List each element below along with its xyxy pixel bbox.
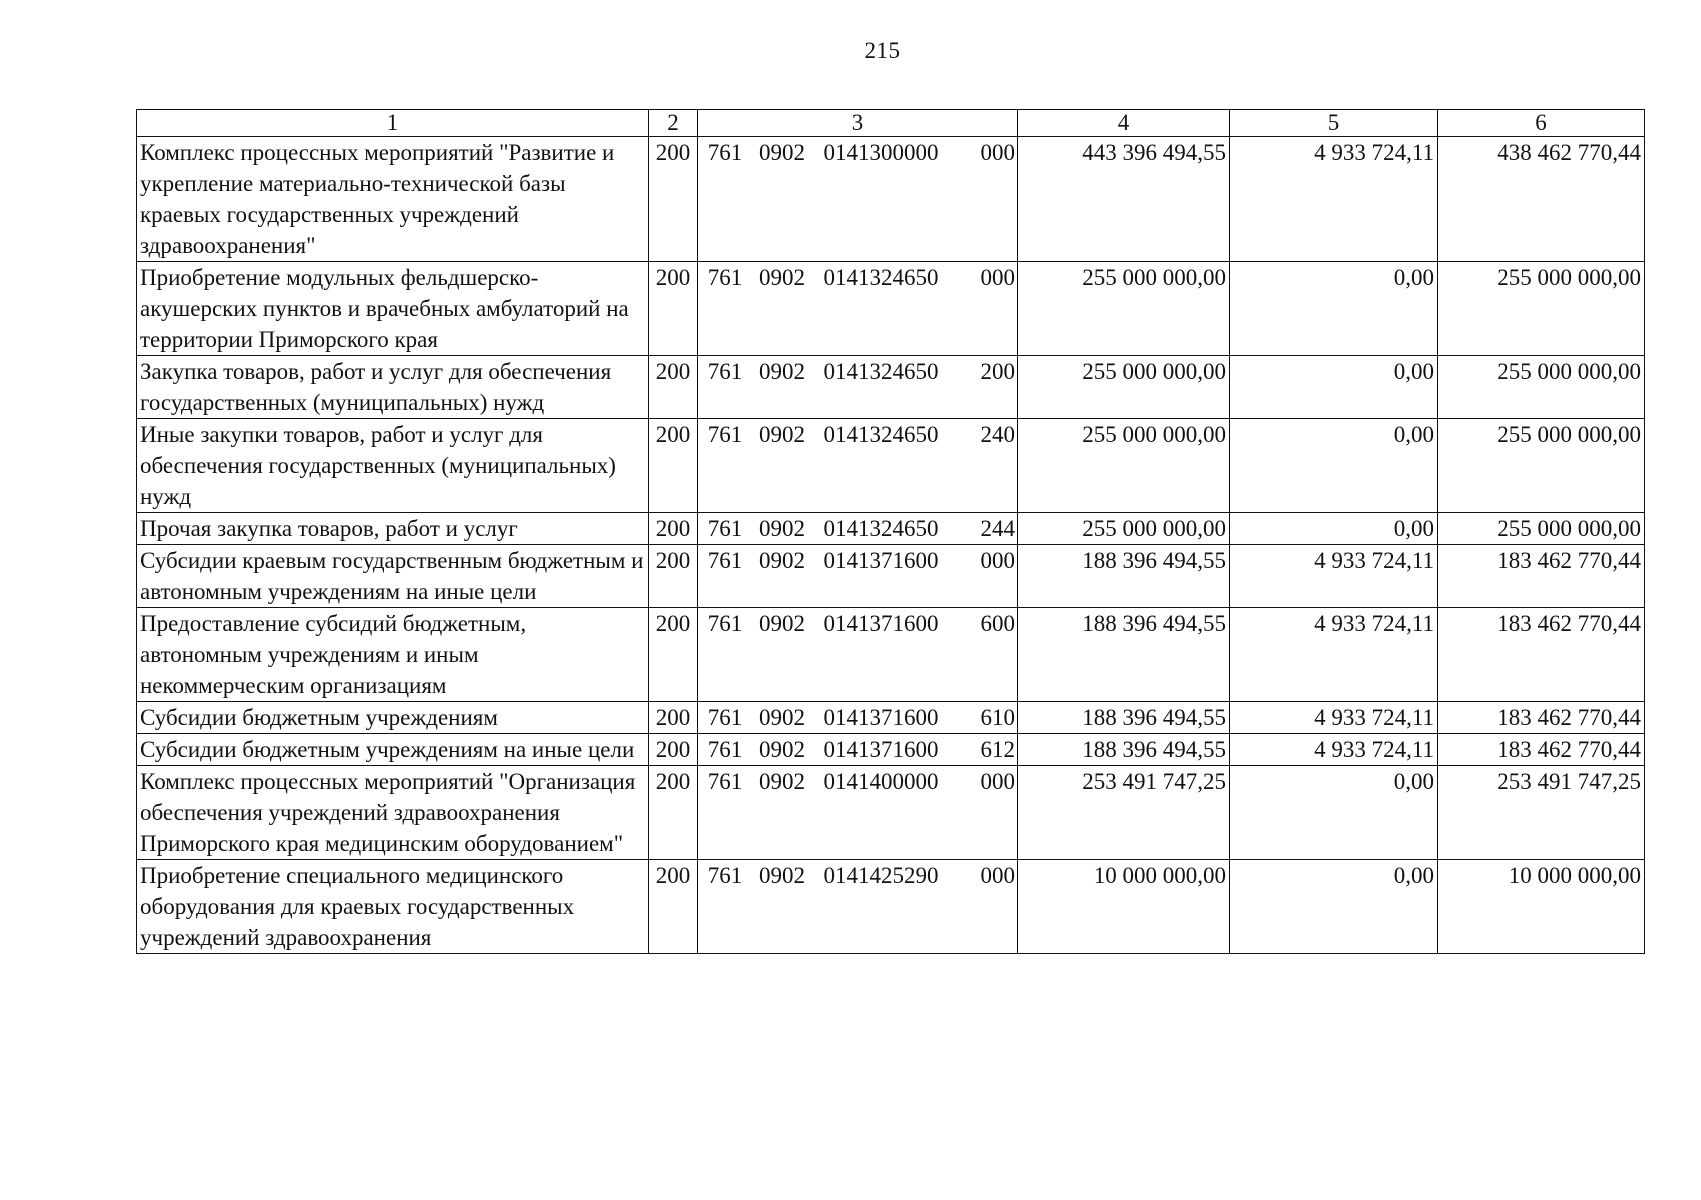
table-row [137, 356, 1645, 419]
code-ved: 761 [707, 516, 743, 541]
row-code [698, 262, 1018, 356]
code-expense-type: 000 [980, 769, 1015, 794]
code-expense-type: 200 [980, 359, 1015, 384]
row-code [698, 419, 1018, 513]
row-col-5: 0,00 [1230, 766, 1438, 860]
row-code [698, 608, 1018, 702]
row-col-4: 255 000 000,00 [1018, 262, 1230, 356]
header-col-6: 6 [1438, 110, 1645, 137]
table-row [137, 702, 1645, 734]
header-col-5: 5 [1230, 110, 1438, 137]
row-name: Субсидии бюджетным учреждениям [137, 702, 649, 734]
row-col-5: 4 933 724,11 [1230, 734, 1438, 766]
row-col-5: 4 933 724,11 [1230, 545, 1438, 608]
row-col-4: 188 396 494,55 [1018, 702, 1230, 734]
row-col-4: 253 491 747,25 [1018, 766, 1230, 860]
row-col-6: 253 491 747,25 [1438, 766, 1645, 860]
page-number: 215 [864, 38, 901, 63]
row-name: Субсидии краевым государственным бюджетным и автономным учреждениям на иные цели [137, 545, 649, 608]
row-col-4: 188 396 494,55 [1018, 734, 1230, 766]
code-section: 0902 [759, 863, 805, 888]
row-col-6: 183 462 770,44 [1438, 545, 1645, 608]
header-col-4: 4 [1018, 110, 1230, 137]
row-name: Предоставление субсидий бюджетным, автономным учреждениям и иным некоммерческим организациям [137, 608, 649, 702]
code-ved: 761 [707, 611, 743, 636]
code-expense-type: 612 [980, 737, 1015, 762]
header-col-3: 3 [698, 110, 1018, 137]
row-code [698, 766, 1018, 860]
code-target-article: 0141371600 [823, 548, 939, 573]
header-row [137, 110, 1645, 137]
row-col-5: 0,00 [1230, 860, 1438, 954]
table-row [137, 137, 1645, 262]
row-col-4: 188 396 494,55 [1018, 545, 1230, 608]
code-section: 0902 [759, 548, 805, 573]
code-expense-type: 000 [980, 265, 1015, 290]
row-col-6: 255 000 000,00 [1438, 419, 1645, 513]
row-col-6: 183 462 770,44 [1438, 702, 1645, 734]
row-col-5: 0,00 [1230, 262, 1438, 356]
code-target-article: 0141371600 [823, 611, 939, 636]
code-target-article: 0141324650 [823, 265, 939, 290]
row-col-6: 183 462 770,44 [1438, 608, 1645, 702]
row-col-5: 0,00 [1230, 419, 1438, 513]
row-code [698, 356, 1018, 419]
row-col-4: 188 396 494,55 [1018, 608, 1230, 702]
row-col-5: 4 933 724,11 [1230, 702, 1438, 734]
row-col-6: 183 462 770,44 [1438, 734, 1645, 766]
row-name: Иные закупки товаров, работ и услуг для обеспечения государственных (муниципальных) нужд [137, 419, 649, 513]
table-row [137, 734, 1645, 766]
row-col-6: 438 462 770,44 [1438, 137, 1645, 262]
code-target-article: 0141324650 [823, 359, 939, 384]
row-name: Прочая закупка товаров, работ и услуг [137, 513, 649, 545]
row-col-4: 255 000 000,00 [1018, 356, 1230, 419]
code-ved: 761 [707, 863, 743, 888]
row-col-2: 200 [649, 513, 698, 545]
code-section: 0902 [759, 705, 805, 730]
row-code [698, 137, 1018, 262]
code-expense-type: 240 [980, 422, 1015, 447]
row-col-6: 255 000 000,00 [1438, 356, 1645, 419]
code-ved: 761 [707, 265, 743, 290]
code-expense-type: 000 [980, 863, 1015, 888]
code-expense-type: 244 [980, 516, 1015, 541]
code-target-article: 0141425290 [823, 863, 939, 888]
code-ved: 761 [707, 140, 743, 165]
header-col-2: 2 [649, 110, 698, 137]
code-target-article: 0141324650 [823, 516, 939, 541]
code-section: 0902 [759, 516, 805, 541]
code-expense-type: 610 [980, 705, 1015, 730]
table-row [137, 608, 1645, 702]
code-section: 0902 [759, 737, 805, 762]
row-col-2: 200 [649, 137, 698, 262]
code-ved: 761 [707, 705, 743, 730]
row-col-2: 200 [649, 419, 698, 513]
table-row [137, 262, 1645, 356]
code-target-article: 0141324650 [823, 422, 939, 447]
row-col-2: 200 [649, 734, 698, 766]
row-code [698, 545, 1018, 608]
budget-table [136, 109, 1645, 954]
row-col-4: 10 000 000,00 [1018, 860, 1230, 954]
row-col-2: 200 [649, 262, 698, 356]
row-col-2: 200 [649, 766, 698, 860]
row-code [698, 734, 1018, 766]
code-ved: 761 [707, 737, 743, 762]
table-row [137, 419, 1645, 513]
table-row [137, 545, 1645, 608]
row-col-6: 255 000 000,00 [1438, 513, 1645, 545]
row-col-5: 0,00 [1230, 356, 1438, 419]
row-code [698, 860, 1018, 954]
row-name: Закупка товаров, работ и услуг для обеспечения государственных (муниципальных) нужд [137, 356, 649, 419]
code-section: 0902 [759, 265, 805, 290]
code-section: 0902 [759, 611, 805, 636]
row-col-4: 443 396 494,55 [1018, 137, 1230, 262]
row-name: Субсидии бюджетным учреждениям на иные цели [137, 734, 649, 766]
code-ved: 761 [707, 422, 743, 447]
code-section: 0902 [759, 140, 805, 165]
row-name: Комплекс процессных мероприятий "Развитие и укрепление материально-технической базы краевых государственных учреждений здравоохранения" [137, 137, 649, 262]
row-name: Приобретение специального медицинского оборудования для краевых государственных учреждений здравоохранения [137, 860, 649, 954]
code-target-article: 0141400000 [823, 769, 939, 794]
code-target-article: 0141300000 [823, 140, 939, 165]
row-col-4: 255 000 000,00 [1018, 419, 1230, 513]
row-col-6: 10 000 000,00 [1438, 860, 1645, 954]
code-section: 0902 [759, 769, 805, 794]
row-code [698, 702, 1018, 734]
code-target-article: 0141371600 [823, 705, 939, 730]
code-target-article: 0141371600 [823, 737, 939, 762]
code-ved: 761 [707, 359, 743, 384]
table-row [137, 766, 1645, 860]
table-body [137, 137, 1645, 954]
row-col-6: 255 000 000,00 [1438, 262, 1645, 356]
row-col-2: 200 [649, 702, 698, 734]
code-section: 0902 [759, 359, 805, 384]
code-section: 0902 [759, 422, 805, 447]
row-col-5: 4 933 724,11 [1230, 137, 1438, 262]
row-col-4: 255 000 000,00 [1018, 513, 1230, 545]
row-col-2: 200 [649, 860, 698, 954]
code-ved: 761 [707, 548, 743, 573]
row-col-2: 200 [649, 608, 698, 702]
table-row [137, 860, 1645, 954]
code-expense-type: 000 [980, 140, 1015, 165]
row-name: Комплекс процессных мероприятий "Организация обеспечения учреждений здравоохранения Приморского края медицинским оборудованием" [137, 766, 649, 860]
header-col-1: 1 [137, 110, 649, 137]
row-col-5: 0,00 [1230, 513, 1438, 545]
row-code [698, 513, 1018, 545]
code-expense-type: 600 [980, 611, 1015, 636]
row-col-2: 200 [649, 356, 698, 419]
row-name: Приобретение модульных фельдшерско-акушерских пунктов и врачебных амбулаторий на территории Приморского края [137, 262, 649, 356]
code-expense-type: 000 [980, 548, 1015, 573]
table-row [137, 513, 1645, 545]
row-col-2: 200 [649, 545, 698, 608]
code-ved: 761 [707, 769, 743, 794]
row-col-5: 4 933 724,11 [1230, 608, 1438, 702]
